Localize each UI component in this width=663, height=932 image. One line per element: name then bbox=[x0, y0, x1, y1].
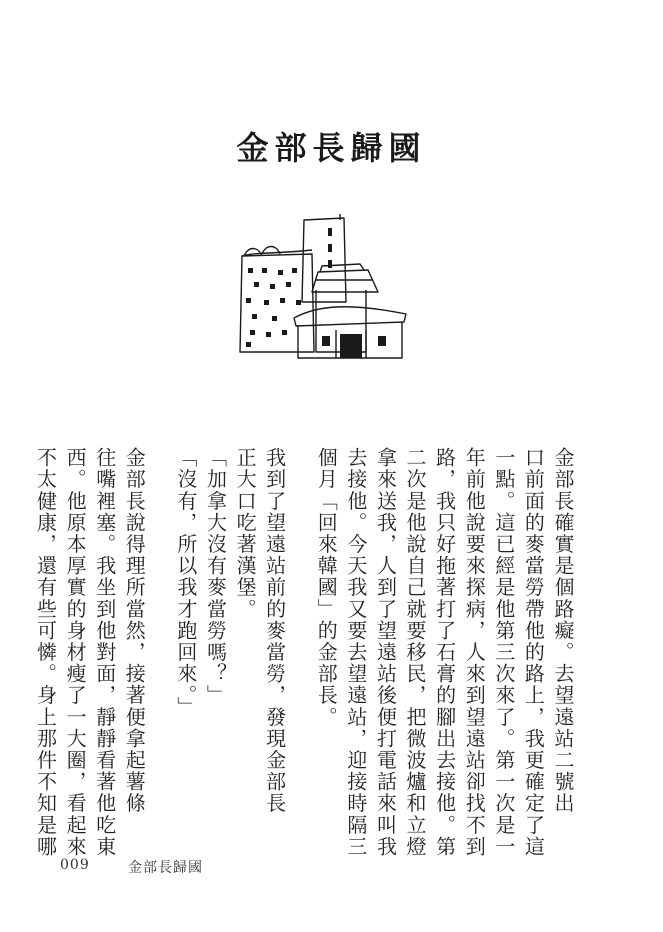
dialogue-line: 「加拿大沒有麥當勞嗎？」 bbox=[203, 447, 228, 707]
text-line: 口前面的麥當勞帶他的路上，我更確定了這 bbox=[521, 447, 546, 858]
text-line: 個月「回來韓國」的金部長。 bbox=[314, 447, 339, 728]
text-line: 去接他。今天我又要去望遠站，迎接時隔三 bbox=[343, 447, 368, 858]
city-buildings-illustration bbox=[236, 210, 412, 360]
text-line: 二次是他說自己就要移民，把微波爐和立燈 bbox=[403, 447, 428, 858]
text-line: 金部長說得理所當然，接著便拿起薯條 bbox=[122, 447, 147, 815]
text-line: 年前他說要來探病，人來到望遠站卻找不到 bbox=[462, 447, 487, 858]
chapter-title: 金部長歸國 bbox=[236, 129, 427, 168]
text-line: 不太健康，還有些可憐。身上那件不知是哪 bbox=[33, 447, 58, 858]
text-line: 金部長確實是個路癡。去望遠站二號出 bbox=[551, 447, 575, 815]
text-line: 路，我只好拖著打了石膏的腳出去接他。第 bbox=[432, 447, 457, 858]
text-line: 我到了望遠站前的麥當勞，發現金部長 bbox=[262, 447, 287, 815]
text-line: 正大口吃著漢堡。 bbox=[233, 447, 258, 620]
body-text bbox=[30, 447, 577, 858]
text-line: 拿來送我，人到了望遠站後便打電話來叫我 bbox=[373, 447, 398, 858]
text-line: 一點。這已經是他第三次來了。第一次是一 bbox=[491, 447, 516, 858]
text-line: 往嘴裡塞。我坐到他對面，靜靜看著他吃東 bbox=[92, 447, 117, 858]
city-buildings-sketch-icon bbox=[236, 210, 412, 360]
running-title: 金部長歸國 bbox=[128, 860, 203, 876]
dialogue-line: 「沒有，所以我才跑回來。」 bbox=[173, 447, 198, 718]
text-line: 西。他原本厚實的身材瘦了一大圈，看起來 bbox=[63, 447, 88, 858]
page-number: 009 bbox=[60, 857, 90, 873]
